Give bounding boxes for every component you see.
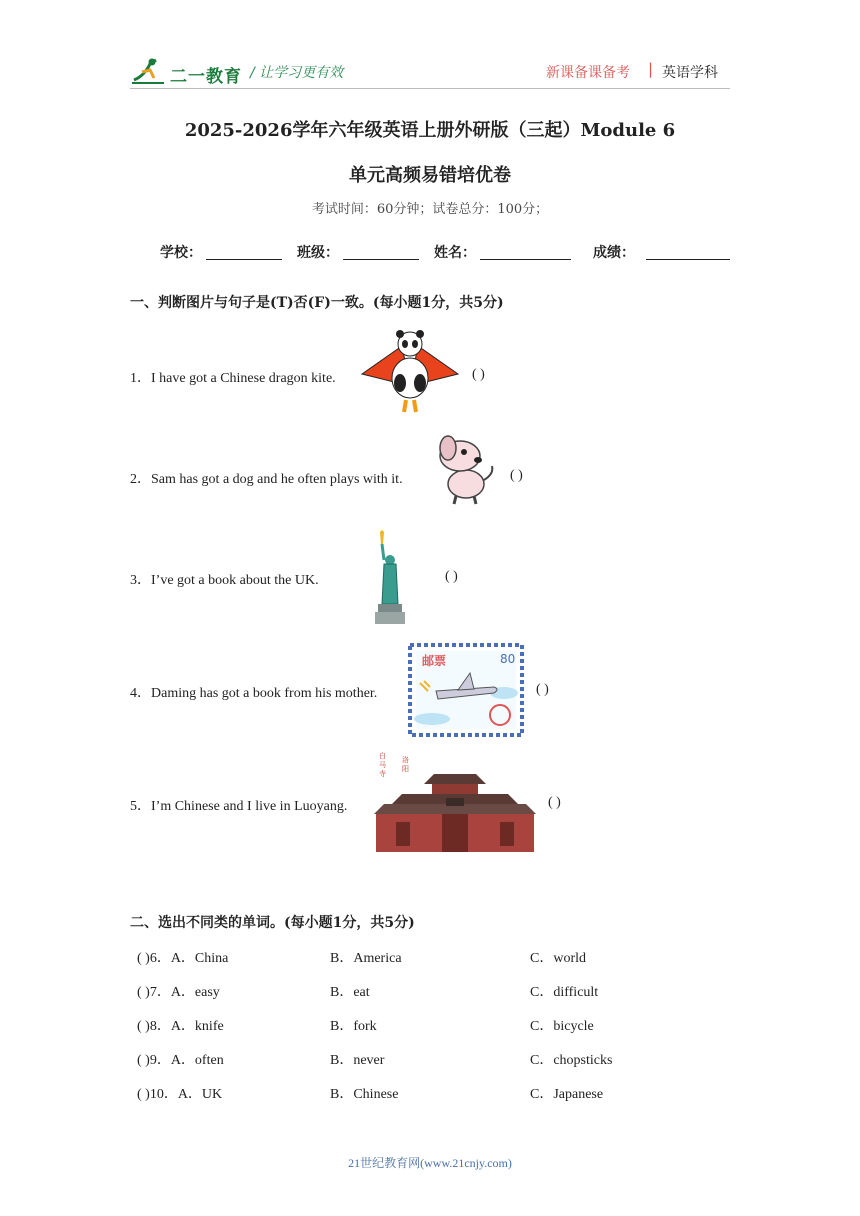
slogan: / 让学习更有效 xyxy=(250,65,344,81)
question-3: 3．I’ve got a book about the UK. xyxy=(130,573,319,588)
school-label: 学校： xyxy=(160,245,202,261)
choice-7-c: C．difficult xyxy=(530,985,599,1000)
answer-blank-5[interactable]: ( ) xyxy=(548,795,561,810)
header-label: 新课备课备考 xyxy=(546,65,630,81)
score-field[interactable] xyxy=(646,259,730,260)
choice-row-6[interactable]: ( )6．A．China xyxy=(137,951,229,966)
class-label: 班级： xyxy=(297,245,339,261)
question-5: 5．I’m Chinese and I live in Luoyang. xyxy=(130,799,348,814)
choice-8-c: C．bicycle xyxy=(530,1019,594,1034)
panda-kite-icon xyxy=(358,328,462,418)
choice-row-8[interactable]: ( )8．A．knife xyxy=(137,1019,224,1034)
exam-meta: 考试时间：60分钟；试卷总分：100分； xyxy=(311,202,549,217)
section1-heading: 一、判断图片与句子是(T)否(F)一致。(每小题1分，共5分) xyxy=(130,295,504,311)
choice-row-7[interactable]: ( )7．A．easy xyxy=(137,985,220,1000)
dog-icon xyxy=(432,434,498,506)
temple-caption-right: 洛阳 xyxy=(402,756,409,773)
stamp-value: 80 xyxy=(500,652,516,666)
choice-7-b: B．eat xyxy=(330,985,370,1000)
page-subtitle: 单元高频易错培优卷 xyxy=(349,165,511,186)
answer-blank-2[interactable]: ( ) xyxy=(510,468,523,483)
school-field[interactable] xyxy=(206,259,282,260)
temple-caption-left: 白马寺 xyxy=(379,752,386,778)
name-field[interactable] xyxy=(480,259,571,260)
name-label: 姓名： xyxy=(434,245,476,261)
question-2: 2．Sam has got a dog and he often plays with it. xyxy=(130,472,403,487)
temple-gate-icon xyxy=(372,750,538,854)
choice-row-10[interactable]: ( )10．A．UK xyxy=(137,1087,223,1102)
question-4: 4．Daming has got a book from his mother. xyxy=(130,686,378,701)
choice-6-c: C．world xyxy=(530,951,586,966)
answer-blank-1[interactable]: ( ) xyxy=(472,367,485,382)
choice-9-c: C．chopsticks xyxy=(530,1053,613,1068)
page-title: 2025-2026学年六年级英语上册外研版（三起）Module 6 xyxy=(184,120,676,141)
header-divider xyxy=(130,88,730,89)
answer-blank-3[interactable]: ( ) xyxy=(445,569,458,584)
logo-text: 二一教育 xyxy=(170,67,242,87)
choice-6-b: B．America xyxy=(330,951,402,966)
choice-10-c: C．Japanese xyxy=(530,1087,604,1102)
choice-row-9[interactable]: ( )9．A．often xyxy=(137,1053,224,1068)
choice-8-b: B．fork xyxy=(330,1019,377,1034)
header-separator: | xyxy=(648,60,654,78)
choice-9-b: B．never xyxy=(330,1053,385,1068)
statue-of-liberty-icon xyxy=(370,530,410,626)
section2-heading: 二、选出不同类的单词。(每小题1分，共5分) xyxy=(130,915,415,931)
class-field[interactable] xyxy=(343,259,419,260)
score-label: 成绩： xyxy=(593,245,635,261)
logo-icon xyxy=(130,56,168,86)
question-1: 1．I have got a Chinese dragon kite. xyxy=(130,371,336,386)
header-subject: 英语学科 xyxy=(662,65,718,81)
stamp-title: 邮票 xyxy=(422,654,447,668)
choice-10-b: B．Chinese xyxy=(330,1087,399,1102)
answer-blank-4[interactable]: ( ) xyxy=(536,682,549,697)
footer-link[interactable]: 21世纪教育网(www.21cnjy.com) xyxy=(348,1156,512,1170)
